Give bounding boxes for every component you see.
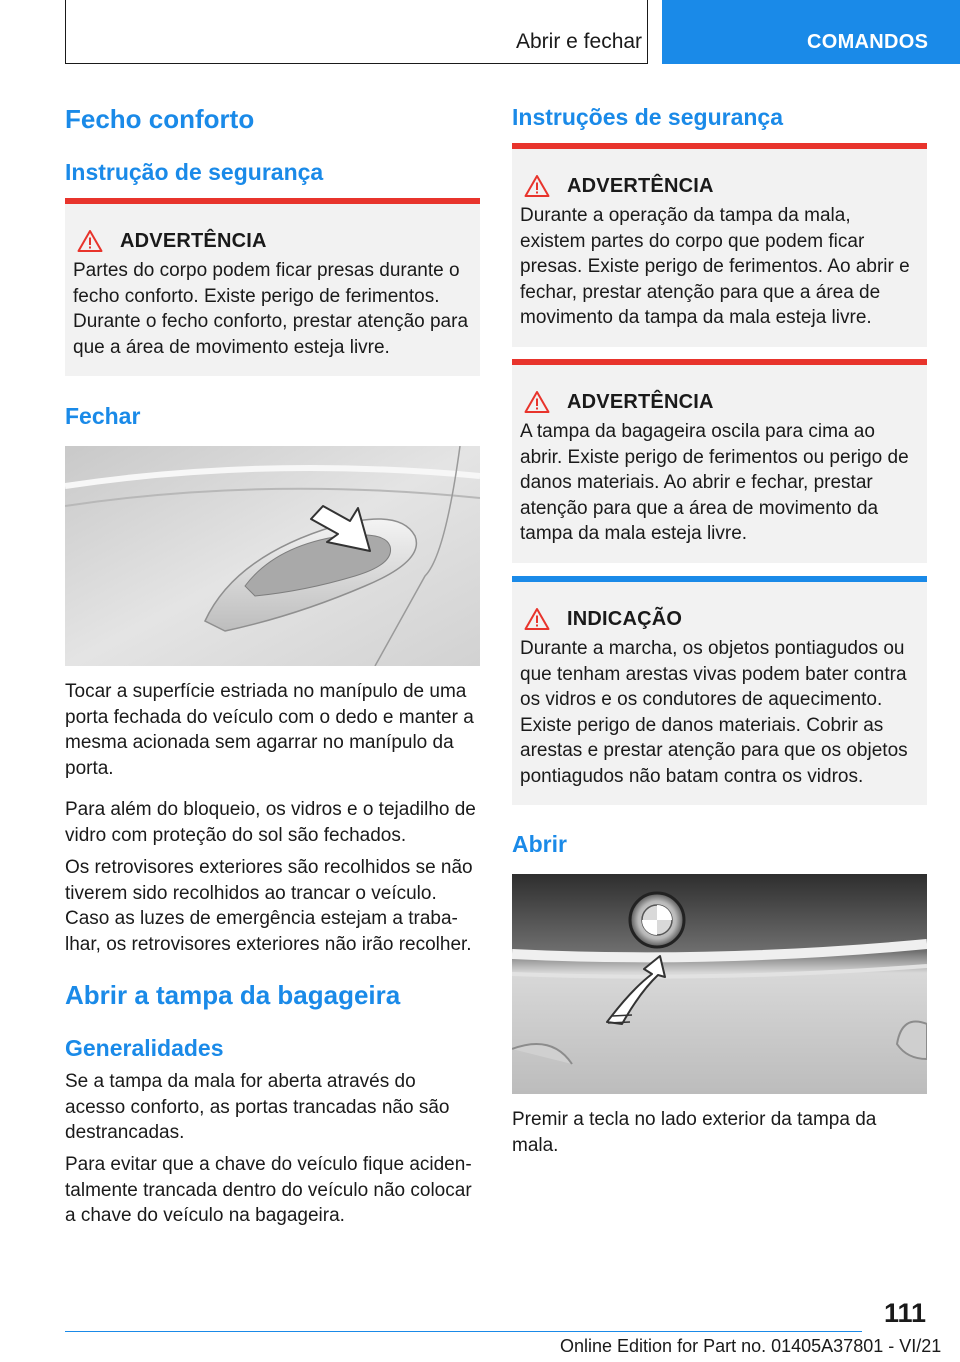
open-heading: Abrir: [512, 831, 567, 857]
safety-heading-right: Instruções de segurança: [512, 104, 783, 130]
warning-title: ADVERTÊNCIA: [567, 390, 714, 413]
warning-text: A tampa da bagageira oscila para cima ao abrir. Existe perigo de ferimentos ou perigo de danos materiais. Ao abrir e fechar, prestar atenção para que a área de movimento da tampa da mala esteja livre.: [520, 421, 909, 544]
header-chapter-tab: COMANDOS: [662, 0, 960, 64]
open-paragraph-1: Premir a tecla no lado exterior da tampa da mala.: [512, 1109, 877, 1156]
warning-box-trunk-operation: [512, 143, 927, 347]
close-paragraph-1: Tocar a superfície estriada no manípulo de uma porta fechada do veículo com o dedo e manter a mesma acionada sem agarrar no manípulo da porta.: [65, 681, 474, 779]
warning-triangle-icon: [524, 390, 550, 414]
warning-title: ADVERTÊNCIA: [120, 229, 267, 252]
general-heading: Generalidades: [65, 1035, 224, 1061]
trunk-button-illustration: [512, 874, 927, 1094]
section-title-open-trunk: Abrir a tampa da bagageira: [65, 980, 401, 1010]
notice-title: INDICAÇÃO: [567, 607, 683, 630]
notice-triangle-icon: [524, 607, 550, 631]
door-handle-illustration: [65, 446, 480, 666]
footer-divider: [65, 1331, 862, 1332]
close-paragraph-3: Os retrovisores exteriores são recolhidos se não tiverem sido recolhidos ao trancar o veículo. Caso as luzes de emergência estejam a trabalhar, os retrovisores exteriores não irão recolher.: [65, 857, 473, 955]
warning-title: ADVERTÊNCIA: [567, 174, 714, 197]
warning-triangle-icon: [524, 174, 550, 198]
warning-triangle-icon: [77, 229, 103, 253]
notice-box-sharp-objects: [512, 576, 927, 805]
warning-text: Partes do corpo podem ficar presas durante o fecho conforto. Existe perigo de ferimentos. Durante o fecho conforto, prestar atenção para que a área de movimento esteja livre.: [73, 260, 469, 358]
warning-box-trunk-swing: [512, 359, 927, 563]
general-paragraph-2: Para evitar que a chave do veículo fique acidentalmente trancada dentro do veículo não colocar a chave do veículo na bagageira.: [65, 1154, 472, 1226]
close-heading: Fechar: [65, 403, 141, 429]
header-section-title: Abrir e fechar: [516, 30, 643, 53]
notice-text: Durante a marcha, os objetos pontiagudos ou que tenham arestas vivas podem bater contra os vidros e os condutores de aquecimento. Existe perigo de danos materiais. Cobrir as arestas e prestar atenção para que os objetos pontiagudos não batam contra os vidros.: [520, 638, 908, 787]
close-paragraph-2: Para além do bloqueio, os vidros e o tejadilho de vidro com proteção do sol são fechados.: [65, 799, 476, 846]
safety-heading-left: Instrução de segurança: [65, 159, 324, 185]
section-title-comfort-close: Fecho conforto: [65, 104, 255, 134]
warning-box-comfort-close: [65, 198, 480, 376]
general-paragraph-1: Se a tampa da mala for aberta através do acesso conforto, as portas trancadas não são destrancadas.: [65, 1071, 450, 1143]
page-number: 111: [884, 1298, 927, 1328]
warning-text: Durante a operação da tampa da mala, existem partes do corpo que podem ficar presas. Existe perigo de ferimentos. Ao abrir e fechar, prestar atenção para que a área de movimento da tampa da mala esteja livre.: [520, 205, 910, 328]
footer-edition: Online Edition for Part no. 01405A37801 - VI/21: [560, 1336, 942, 1356]
